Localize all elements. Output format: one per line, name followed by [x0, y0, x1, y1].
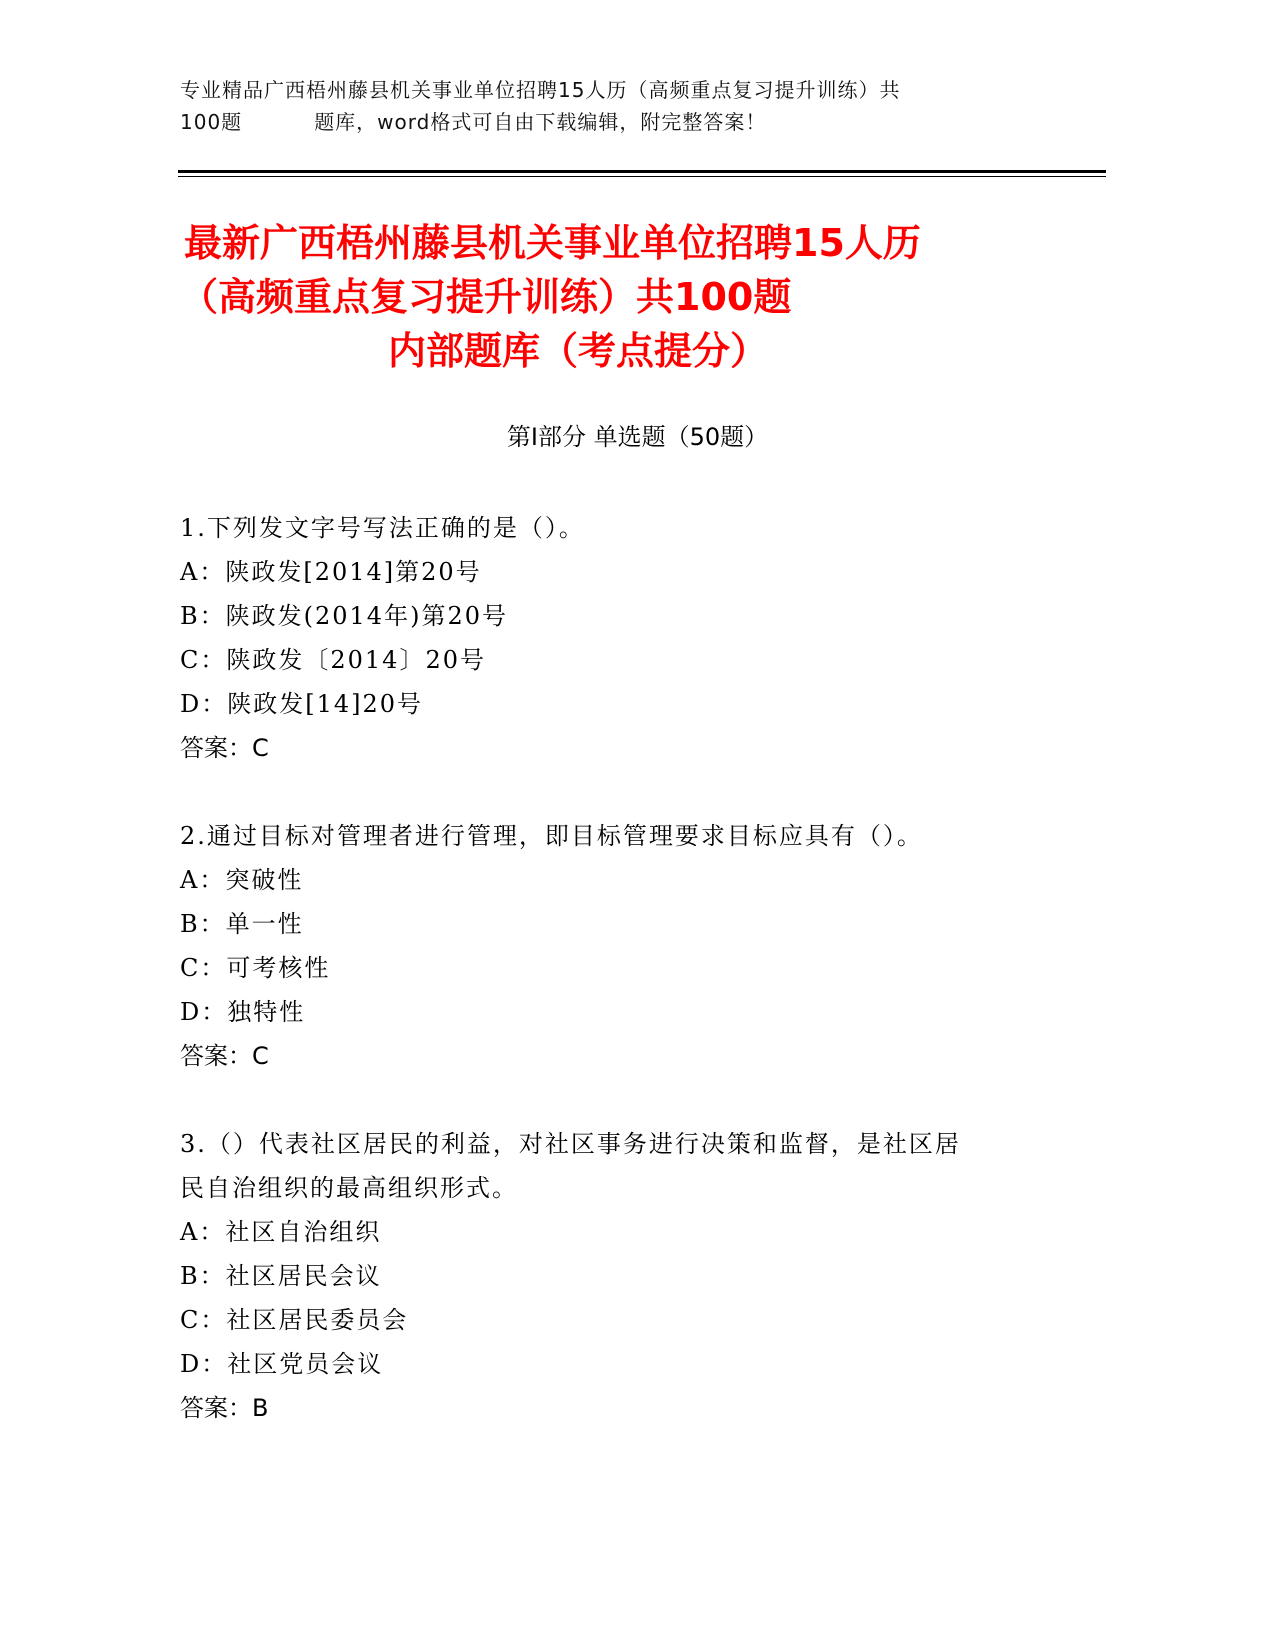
option-d: D：独特性 — [180, 998, 306, 1026]
title-line-1: 最新广西梧州藤县机关事业单位招聘15人历 — [184, 221, 921, 265]
title-line-3: 内部题库（考点提分） — [388, 329, 769, 373]
question-list — [180, 506, 1040, 1474]
option-a: A：陕政发[2014]第20号 — [180, 558, 482, 586]
answer: 答案：C — [180, 1042, 269, 1070]
header-line-2-right: 题库，word格式可自由下载编辑，附完整答案！ — [314, 110, 767, 134]
question-stem-line-1: 3.（）代表社区居民的利益，对社区事务进行决策和监督，是社区居 — [180, 1130, 961, 1158]
question-3 — [180, 1122, 1040, 1430]
header-line-1: 专业精品广西梧州藤县机关事业单位招聘15人历（高频重点复习提升训练）共 — [180, 78, 901, 102]
option-d: D：社区党员会议 — [180, 1350, 384, 1378]
option-b: B：陕政发(2014年)第20号 — [180, 602, 508, 630]
answer: 答案：B — [180, 1394, 269, 1422]
option-d: D：陕政发[14]20号 — [180, 690, 424, 718]
title-line-2: （高频重点复习提升训练）共100题 — [180, 275, 792, 319]
answer: 答案：C — [180, 734, 269, 762]
page-header — [180, 74, 1060, 138]
question-stem-line-2: 民自治组织的最高组织形式。 — [180, 1174, 518, 1202]
section-heading: 第Ⅰ部分 单选题（50题） — [506, 423, 769, 451]
header-line-2 — [180, 106, 1060, 138]
option-b: B：社区居民会议 — [180, 1262, 382, 1290]
question-2 — [180, 814, 1040, 1078]
header-divider-thick — [178, 170, 1106, 173]
header-line-2-left: 100题 — [180, 110, 243, 134]
option-c: C：可考核性 — [180, 954, 331, 982]
option-c: C：陕政发〔2014〕20号 — [180, 646, 486, 674]
option-b: B：单一性 — [180, 910, 304, 938]
document-title — [180, 216, 1080, 378]
question-stem: 1.下列发文字号写法正确的是（）。 — [180, 514, 585, 542]
option-a: A：社区自治组织 — [180, 1218, 382, 1246]
option-a: A：突破性 — [180, 866, 304, 894]
option-c: C：社区居民委员会 — [180, 1306, 409, 1334]
question-stem: 2.通过目标对管理者进行管理，即目标管理要求目标应具有（）。 — [180, 822, 923, 850]
header-divider-thin — [178, 176, 1106, 177]
question-1 — [180, 506, 1040, 770]
